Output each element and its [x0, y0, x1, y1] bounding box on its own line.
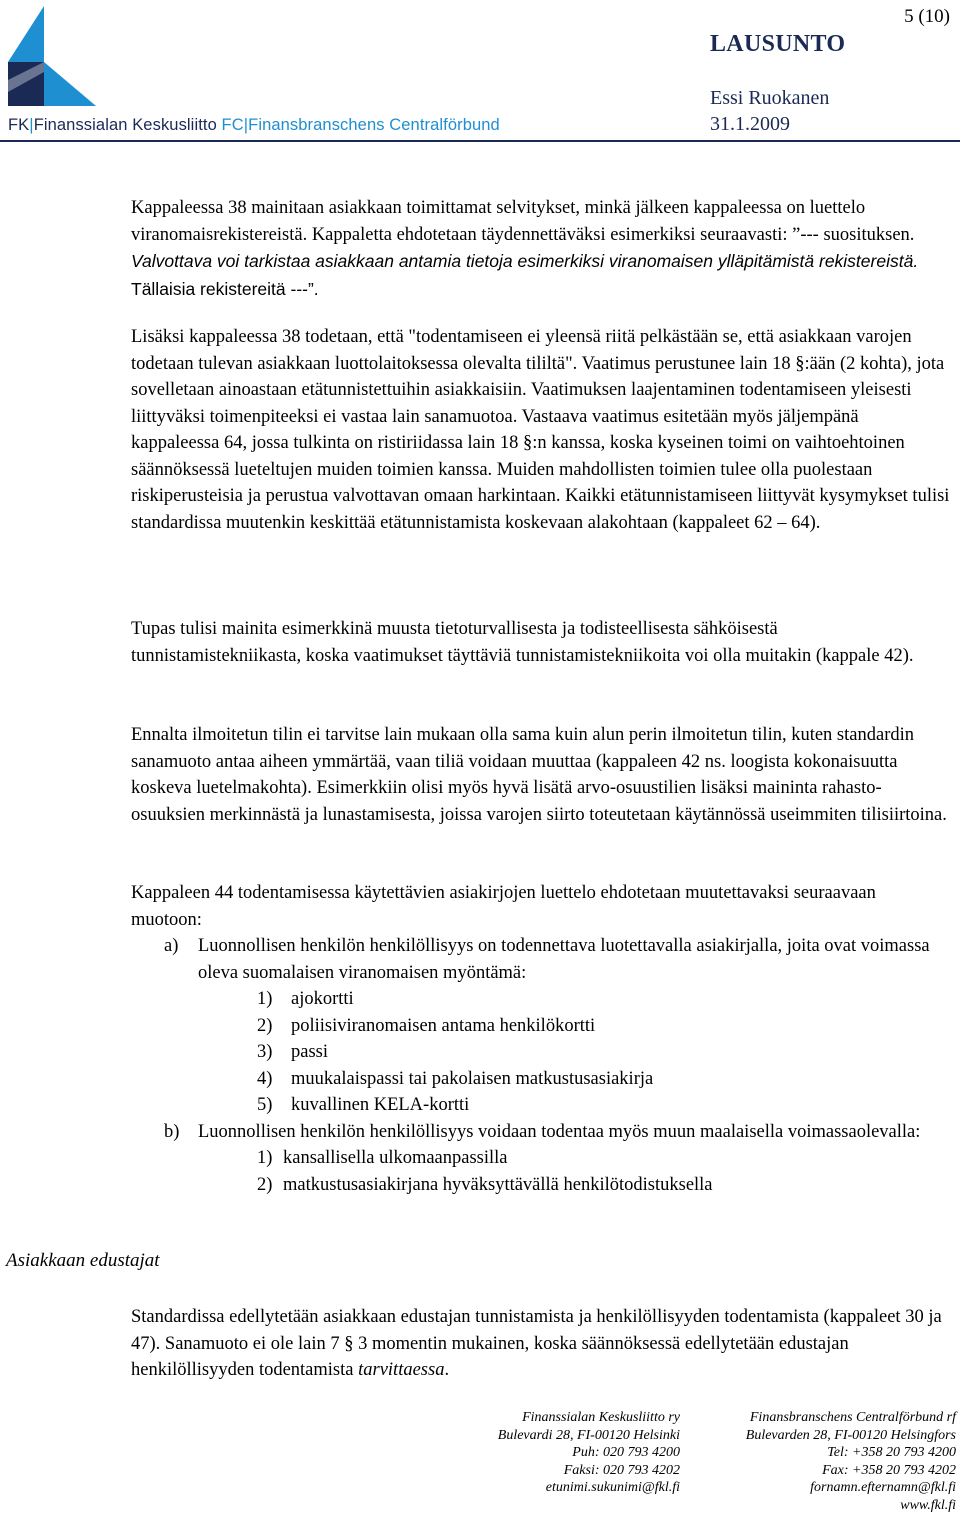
sublist-marker: 5)	[257, 1095, 273, 1115]
sublist-item	[131, 986, 951, 1013]
sublist-item	[131, 1066, 951, 1093]
footer-email[interactable]: fornamn.efternamn@fkl.fi	[810, 1480, 956, 1495]
p1-text-italic: Valvottava voi tarkistaa asiakkaan antamia tietoja esimerkiksi viranomaisen ylläpitämistä rekistereistä.	[131, 251, 919, 271]
p6-text-italic: tarvittaessa	[358, 1360, 445, 1380]
org-fk-abbrev: FK	[8, 116, 30, 134]
org-separator: |	[29, 116, 34, 134]
sublist-text: ajokortti	[291, 989, 354, 1009]
footer-address: Bulevarden 28, FI-00120 Helsingfors	[745, 1427, 956, 1443]
sublist-item	[131, 1145, 951, 1172]
paragraph-1	[131, 195, 951, 303]
footer-email[interactable]: etunimi.sukunimi@fkl.fi	[545, 1480, 680, 1495]
footer-address: Bulevardi 28, FI-00120 Helsinki	[497, 1427, 680, 1443]
footer-website[interactable]: www.fkl.fi	[900, 1497, 956, 1513]
p4-text: Ennalta ilmoitetun tilin ei tarvitse lain mukaan olla sama kuin alun perin ilmoitetun tilin, kuten standardin sanamuoto antaa aiheen ymmärtää, vaan tiliä voidaan muuttaa (kappaleen 42 ns. loogista kokonaisuutta koskeva luetelmakohta). Esimerkkiin olisi myös hyvä lisätä arvo-osuustilien lisäksi maininta rahasto-osuuksien merkinnästä ja lunastamisesta, joissa varojen siirto toteutetaan käytännössä useimmiten tilisiirtoina.	[131, 725, 947, 825]
sublist-a	[131, 986, 951, 1119]
author-name: Essi Ruokanen	[710, 87, 830, 109]
sublist-marker: 4)	[257, 1068, 273, 1089]
section-side-label: Asiakkaan edustajat	[6, 1250, 160, 1271]
paragraph-6	[131, 1304, 951, 1384]
org-fc-name: Finansbranschens Centralförbund	[248, 116, 500, 134]
footer-phone: Puh: 020 793 4200	[572, 1445, 680, 1460]
footer-phone: Tel: +358 20 793 4200	[827, 1445, 956, 1460]
p5-intro: Kappaleen 44 todentamisessa käytettävien asiakirjojen luettelo ehdotetaan muutettavaksi seuraavaan muotoon:	[131, 883, 876, 930]
page-number: 5 (10)	[904, 6, 950, 27]
p1-text-a: Kappaleessa 38 mainitaan asiakkaan toimittamat selvitykset, minkä jälkeen kappaleessa on luettelo viranomaisrekistereistä. Kappaletta ehdotetaan täydennettäväksi esimerkiksi seuraavasti: ”--- suosituksen.	[131, 198, 915, 245]
org-fc-abbrev: FC	[221, 116, 244, 134]
footer-fax: Fax: +358 20 793 4202	[822, 1462, 956, 1478]
sublist-marker: 2)	[257, 1174, 273, 1195]
list-marker: a)	[164, 936, 179, 956]
footer-org-name: Finansbranschens Centralförbund rf	[749, 1410, 956, 1425]
p6-text-a: Standardissa edellytetään asiakkaan edustajan tunnistamista ja henkilöllisyyden todentamista (kappaleet 30 ja 47). Sanamuoto ei ole lain 7 § 3 momentin mukainen, koska säännöksessä edellytetään edustajan henkilöllisyyden todentamista	[131, 1307, 942, 1380]
p6-text-c: .	[444, 1360, 450, 1380]
sublist-text: poliisiviranomaisen antama henkilökortti	[291, 1015, 596, 1036]
org-separator: |	[243, 116, 249, 134]
organization-name-line	[8, 116, 500, 135]
org-fk-name: Finanssialan Keskusliitto	[33, 116, 217, 134]
organization-logo	[8, 2, 96, 106]
sublist-text: kuvallinen KELA-kortti	[291, 1095, 470, 1115]
list-marker: b)	[164, 1121, 180, 1142]
list-item-text: Luonnollisen henkilön henkilöllisyys on todennettava luotettavalla asiakirjalla, joita ovat voimassa oleva suomalaisen viranomaisen myöntämä:	[198, 936, 930, 983]
sublist-marker: 2)	[257, 1015, 273, 1036]
sublist-b	[131, 1145, 951, 1198]
sublist-marker: 3)	[257, 1042, 273, 1062]
sublist-text: muukalaispassi tai pakolaisen matkustusasiakirja	[291, 1068, 654, 1089]
paragraph-3	[131, 616, 951, 669]
sublist-text: passi	[291, 1042, 328, 1062]
sublist-item	[131, 1013, 951, 1040]
sublist-item	[131, 1092, 951, 1119]
document-date: 31.1.2009	[710, 113, 790, 135]
list-item-text: Luonnollisen henkilön henkilöllisyys voidaan todentaa myös muun maalaisella voimassaolevalla:	[198, 1121, 921, 1142]
footer-swedish-contact	[716, 1409, 956, 1514]
footer-fax: Faksi: 020 793 4202	[563, 1462, 680, 1478]
footer-finnish-contact	[440, 1409, 680, 1497]
paragraph-4	[131, 722, 951, 828]
sublist-marker: 1)	[257, 1148, 273, 1168]
p2-text: Lisäksi kappaleessa 38 todetaan, että "todentamiseen ei yleensä riitä pelkästään se, että asiakkaan varojen todetaan tulevan asiakkaan luottolaitoksessa olevalta tililtä". Vaatimus perustunee lain 18 §:ään (2 kohta), jota sovelletaan ainoastaan etätunnistettuihin asiakkaisiin. Vaatimuksen laajentaminen todentamiseen yleisesti liittyväksi toimenpiteeksi ei vastaa lain sanamuotoa. Vastaava vaatimus esitetään myös jäljempänä kappaleessa 64, jossa tulkinta on ristiriidassa lain 18 §:n kanssa, koska kyseinen toimi on vaihtoehtoinen säännöksessä lueteltujen muiden toimien kanssa. Muiden mahdollisten toimien tulee olla puolestaan riskiperusteisia ja perustua valvottavan omaan harkintaan. Kaikki etätunnistamiseen liittyvät kysymykset tulisi standardissa muutenkin keskittää etätunnistamista koskevaan alakohtaan (kappaleet 62 – 64).	[131, 327, 950, 533]
paragraph-5	[131, 880, 951, 1198]
footer-org-name: Finanssialan Keskusliitto ry	[522, 1410, 680, 1425]
sublist-text: kansallisella ulkomaanpassilla	[283, 1148, 508, 1168]
sublist-marker: 1)	[257, 989, 273, 1009]
sublist-text: matkustusasiakirjana hyväksyttävällä henkilötodistuksella	[283, 1174, 713, 1195]
document-type: LAUSUNTO	[710, 31, 846, 57]
p1-text-c: Tällaisia rekistereitä ---”.	[131, 278, 319, 299]
sublist-item	[131, 1039, 951, 1066]
paragraph-2	[131, 324, 951, 536]
list-item-a	[131, 933, 951, 986]
list-item-b	[131, 1119, 951, 1146]
sublist-item	[131, 1172, 951, 1199]
header-divider	[0, 140, 960, 142]
p3-text: Tupas tulisi mainita esimerkkinä muusta tietoturvallisesta ja todisteellisesta sähköisestä tunnistamistekniikasta, koska vaatimukset täyttäviä tunnistamistekniikoita voi olla muitakin (kappale 42).	[131, 619, 914, 666]
